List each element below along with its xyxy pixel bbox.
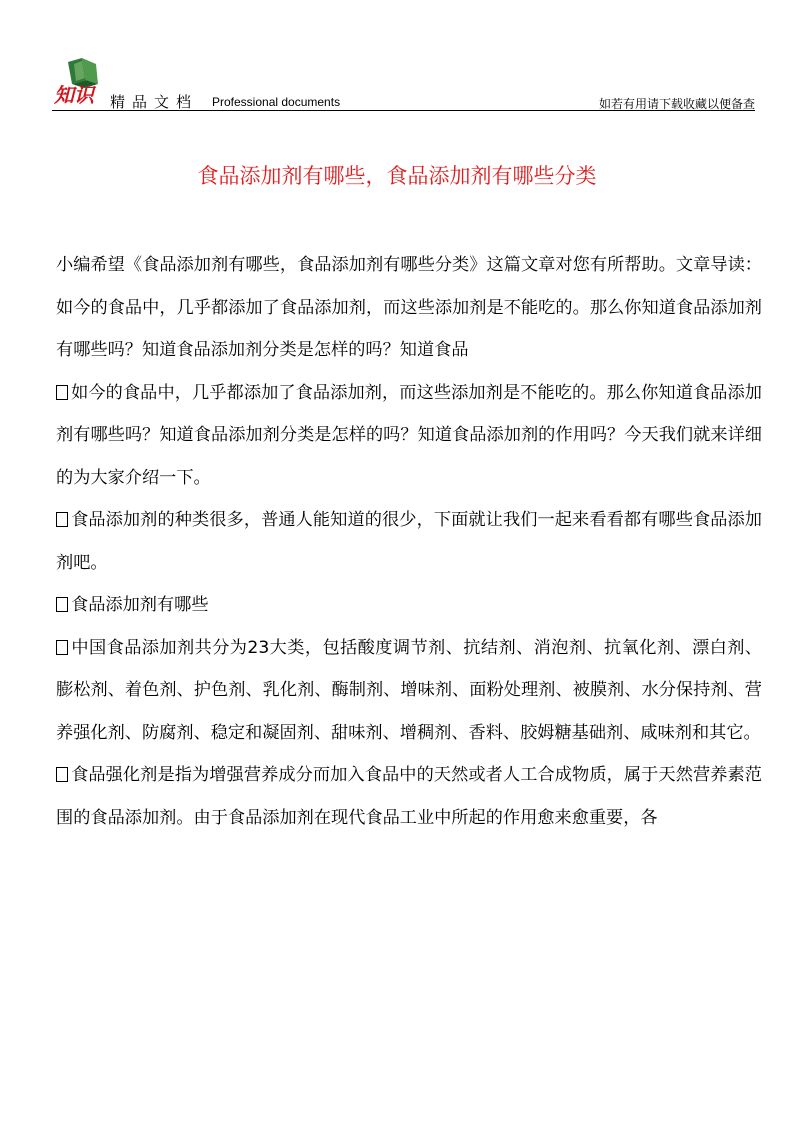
bullet-box-icon bbox=[56, 597, 68, 612]
bullet-box-icon bbox=[56, 640, 68, 655]
paragraph bbox=[56, 499, 762, 584]
paragraph bbox=[56, 244, 762, 372]
bullet-box-icon bbox=[56, 385, 68, 400]
bullet-box-icon bbox=[56, 512, 68, 527]
svg-text:知识: 知识 bbox=[54, 83, 94, 106]
paragraph bbox=[56, 754, 762, 839]
paragraph bbox=[56, 372, 762, 500]
paragraph-text: 小编希望《食品添加剂有哪些，食品添加剂有哪些分类》这篇文章对您有所帮助。文章导读：如今的食品中，几乎都添加了食品添加剂，而这些添加剂是不能吃的。那么你知道食品添加剂有哪些吗？知道食品添加剂分类是怎样的吗？知道食品 bbox=[56, 255, 762, 360]
book-logo-icon bbox=[52, 52, 108, 106]
bullet-box-icon bbox=[56, 767, 68, 782]
header-subtitle: Professional documents bbox=[212, 95, 341, 109]
paragraph bbox=[56, 584, 762, 627]
paragraph-text: 中国食品添加剂共分为23大类，包括酸度调节剂、抗结剂、消泡剂、抗氧化剂、漂白剂、膨松剂、着色剂、护色剂、乳化剂、酶制剂、增味剂、面粉处理剂、被膜剂、水分保持剂、营养强化剂、防腐剂、稳定和凝固剂、甜味剂、增稠剂、香料、胶姆糖基础剂、咸味剂和其它。 bbox=[56, 637, 762, 743]
paragraph-text: 食品添加剂的种类很多，普通人能知道的很少，下面就让我们一起来看看都有哪些食品添加剂吧。 bbox=[56, 510, 762, 573]
page-header bbox=[52, 52, 755, 110]
header-title: 精品文档 bbox=[110, 93, 199, 111]
header-divider bbox=[52, 110, 755, 111]
paragraph-text: 食品强化剂是指为增强营养成分而加入食品中的天然或者人工合成物质，属于天然营养素范围的食品添加剂。由于食品添加剂在现代食品工业中所起的作用愈来愈重要，各 bbox=[56, 765, 762, 828]
paragraph bbox=[56, 627, 762, 755]
document-body bbox=[56, 244, 762, 839]
document-title: 食品添加剂有哪些，食品添加剂有哪些分类 bbox=[197, 164, 597, 188]
paragraph-text: 如今的食品中，几乎都添加了食品添加剂，而这些添加剂是不能吃的。那么你知道食品添加剂有哪些吗？知道食品添加剂分类是怎样的吗？知道食品添加剂的作用吗？今天我们就来详细的为大家介绍一下。 bbox=[56, 382, 762, 488]
paragraph-text: 食品添加剂有哪些 bbox=[71, 595, 209, 615]
header-note: 如若有用请下载收藏以便备查 bbox=[598, 97, 755, 111]
